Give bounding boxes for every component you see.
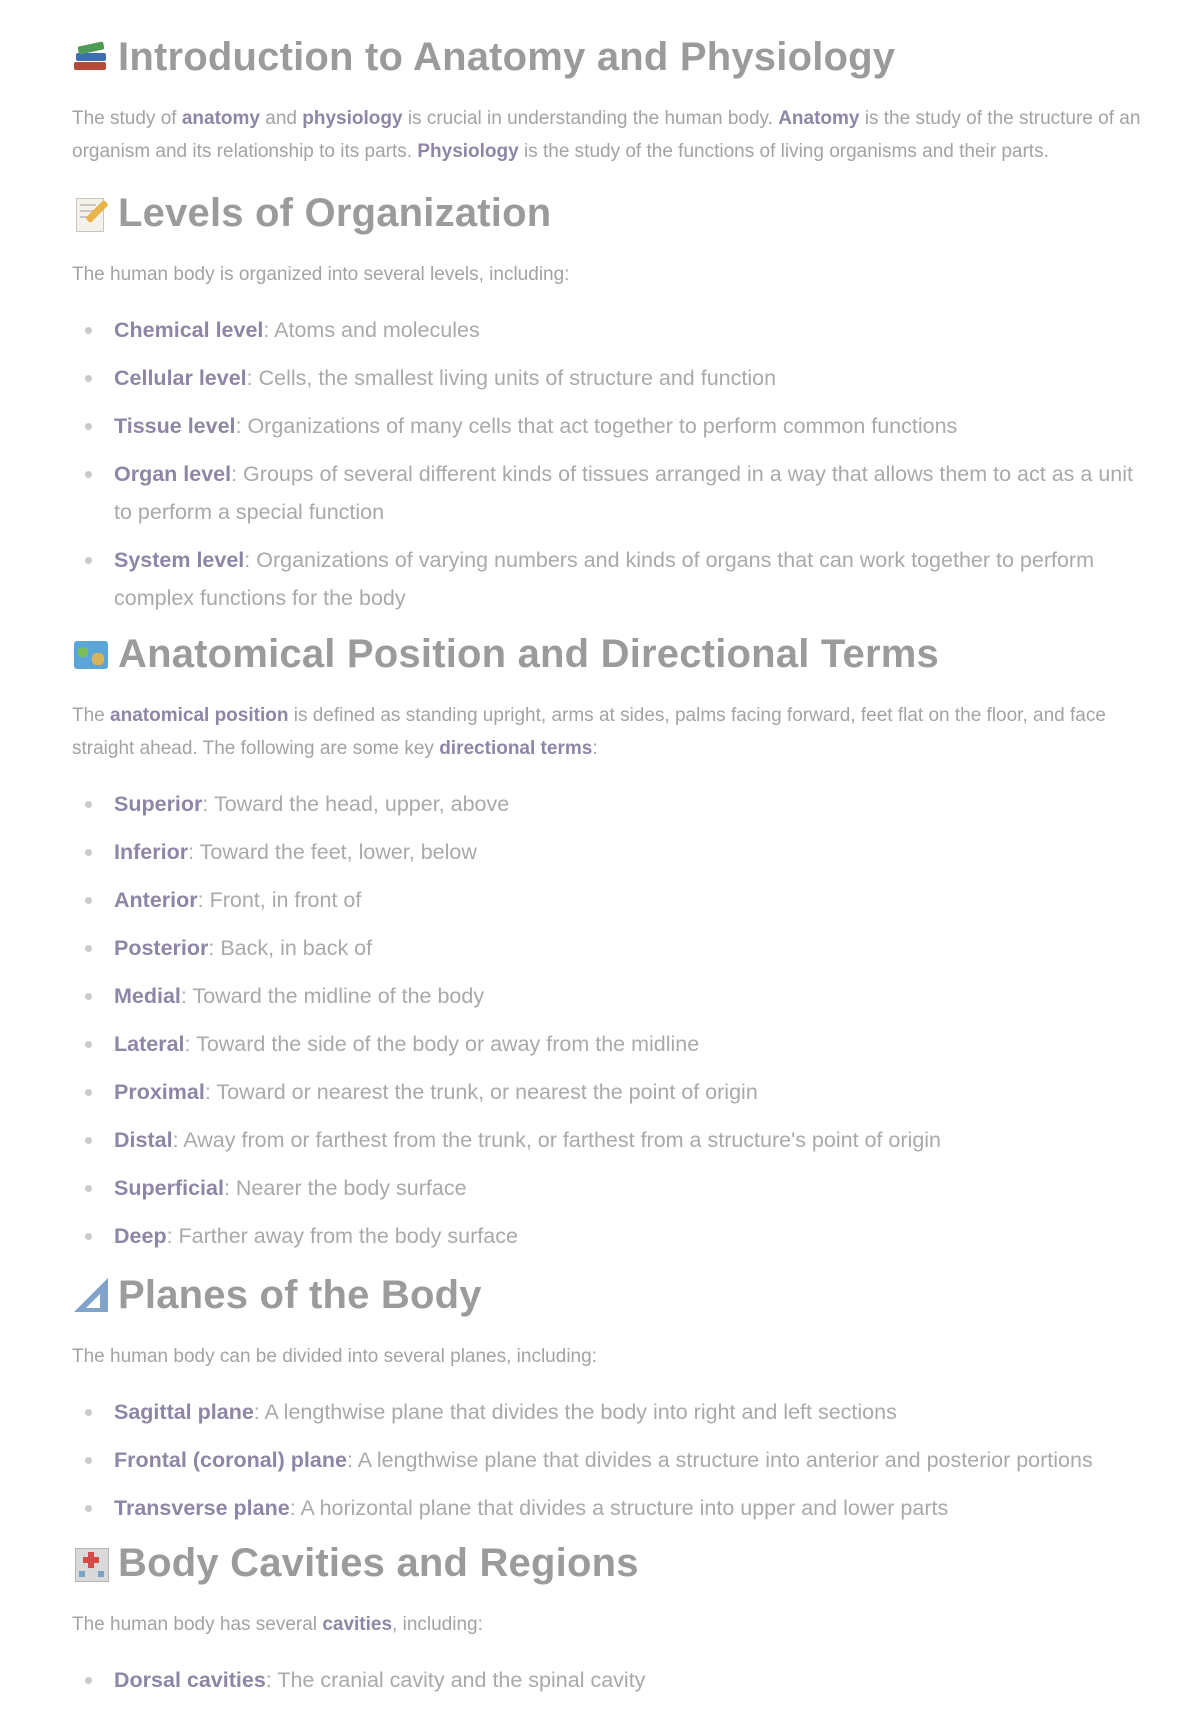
list-item [72,407,1142,445]
intro-text: The [72,705,111,726]
section-directional-terms [72,625,1142,1265]
memo-icon [72,194,110,232]
list-item [72,1441,1142,1479]
term: Proximal [114,1080,205,1104]
bullet-icon [85,423,92,430]
term: Medial [114,984,181,1008]
section-title [72,28,1142,86]
bullet-icon [85,849,92,856]
term-list [72,785,1142,1255]
list-item [72,1073,1142,1111]
term-description: : Toward the side of the body or away from the midline [184,1032,700,1056]
keyword: anatomical position [110,705,289,726]
term: Sagittal plane [114,1400,254,1424]
intro-text: and [259,108,303,129]
bullet-icon [85,375,92,382]
term-description: : Toward or nearest the trunk, or nearest the point of origin [204,1080,758,1104]
world-map-icon [72,635,110,673]
term-description: : Atoms and molecules [263,318,480,342]
hospital-icon [72,1544,110,1582]
term-list [72,1661,1142,1699]
section-cavities [72,1534,1142,1709]
bullet-icon [85,1041,92,1048]
section-title [72,184,1142,242]
section-title-text: Introduction to Anatomy and Physiology [118,34,896,79]
section-intro [72,699,1142,765]
intro-text: The human body is organized into several levels, including: [72,264,570,285]
bullet-icon [85,1185,92,1192]
list-item [72,541,1142,617]
term: Cellular level [114,366,247,390]
term: Transverse plane [114,1496,290,1520]
term: Posterior [114,936,209,960]
term: Inferior [114,840,189,864]
term-description: : Toward the midline of the body [180,984,485,1008]
term: System level [114,548,245,572]
bullet-icon [85,1137,92,1144]
term-description: : Nearer the body surface [223,1176,467,1200]
section-introduction [72,28,1142,168]
list-item [72,785,1142,823]
term: Frontal (coronal) plane [114,1448,347,1472]
keyword: anatomy [181,108,260,129]
term-description: : Front, in front of [197,888,362,912]
bullet-icon [85,1457,92,1464]
section-levels [72,184,1142,627]
bullet-icon [85,1409,92,1416]
list-item [72,359,1142,397]
keyword: physiology [302,108,403,129]
bullet-icon [85,471,92,478]
list-item [72,455,1142,531]
intro-text: The human body has several [72,1614,323,1635]
bullet-icon [85,993,92,1000]
term: Superior [114,792,203,816]
term-description: : Away from or farthest from the trunk, or farthest from a structure's point of origin [172,1128,942,1152]
list-item [72,929,1142,967]
intro-text: The human body can be divided into several planes, including: [72,1346,597,1367]
bullet-icon [85,327,92,334]
section-intro [72,1608,1142,1641]
intro-text: is the study of the functions of living organisms and their parts. [518,141,1049,162]
term-description: : A horizontal plane that divides a structure into upper and lower parts [289,1496,949,1520]
term: Organ level [114,462,232,486]
term-description: : A lengthwise plane that divides a structure into anterior and posterior portions [346,1448,1093,1472]
intro-text: : [592,738,598,759]
list-item [72,1661,1142,1699]
section-intro [72,102,1142,168]
term-description: : Organizations of varying numbers and kinds of organs that can work together to perform complex functions for the body [114,548,1094,610]
term: Superficial [114,1176,224,1200]
section-title-text: Anatomical Position and Directional Terms [118,631,939,676]
bullet-icon [85,1089,92,1096]
section-title-text: Planes of the Body [118,1272,482,1317]
list-item [72,1025,1142,1063]
keyword: cavities [322,1614,393,1635]
term-description: : Cells, the smallest living units of structure and function [246,366,777,390]
section-title [72,1266,1142,1324]
intro-text: is the study of the structure of an organism and its relationship to its parts. [72,108,1141,162]
bullet-icon [85,557,92,564]
keyword: Physiology [417,141,519,162]
list-item [72,1169,1142,1207]
term-description: : Farther away from the body surface [166,1224,518,1248]
triangular-ruler-icon [72,1276,110,1314]
list-item [72,977,1142,1015]
term-description: : A lengthwise plane that divides the body into right and left sections [253,1400,897,1424]
bullet-icon [85,1233,92,1240]
bullet-icon [85,1677,92,1684]
list-item [72,1217,1142,1255]
intro-text: The study of [72,108,182,129]
bullet-icon [85,897,92,904]
list-item [72,1121,1142,1159]
section-title-text: Body Cavities and Regions [118,1540,639,1585]
books-icon [72,38,110,76]
list-item [72,833,1142,871]
intro-text: is defined as standing upright, arms at sides, palms facing forward, feet flat on the floor, and face straight ahead. The following are some key [72,705,1106,759]
term: Deep [114,1224,167,1248]
list-item [72,1489,1142,1527]
list-item [72,311,1142,349]
term: Tissue level [114,414,236,438]
term-list [72,311,1142,617]
term-list [72,1393,1142,1527]
keyword: Anatomy [778,108,860,129]
term: Anterior [114,888,198,912]
section-title [72,625,1142,683]
term-description: : Organizations of many cells that act together to perform common functions [235,414,958,438]
bullet-icon [85,945,92,952]
section-planes [72,1266,1142,1537]
term: Distal [114,1128,173,1152]
list-item [72,1393,1142,1431]
term-description: : Back, in back of [208,936,373,960]
intro-text: is crucial in understanding the human body. [402,108,779,129]
section-title [72,1534,1142,1592]
bullet-icon [85,801,92,808]
section-intro [72,258,1142,291]
bullet-icon [85,1505,92,1512]
term-description: : Groups of several different kinds of tissues arranged in a way that allows them to act as a unit to perform a special function [114,462,1133,524]
term: Lateral [114,1032,185,1056]
section-title-text: Levels of Organization [118,190,552,235]
section-intro [72,1340,1142,1373]
term: Chemical level [114,318,264,342]
term-description: : The cranial cavity and the spinal cavity [265,1668,646,1692]
list-item [72,881,1142,919]
intro-text: , including: [392,1614,483,1635]
term-description: : Toward the feet, lower, below [188,840,477,864]
keyword: directional terms [439,738,593,759]
term-description: : Toward the head, upper, above [202,792,510,816]
term: Dorsal cavities [114,1668,266,1692]
